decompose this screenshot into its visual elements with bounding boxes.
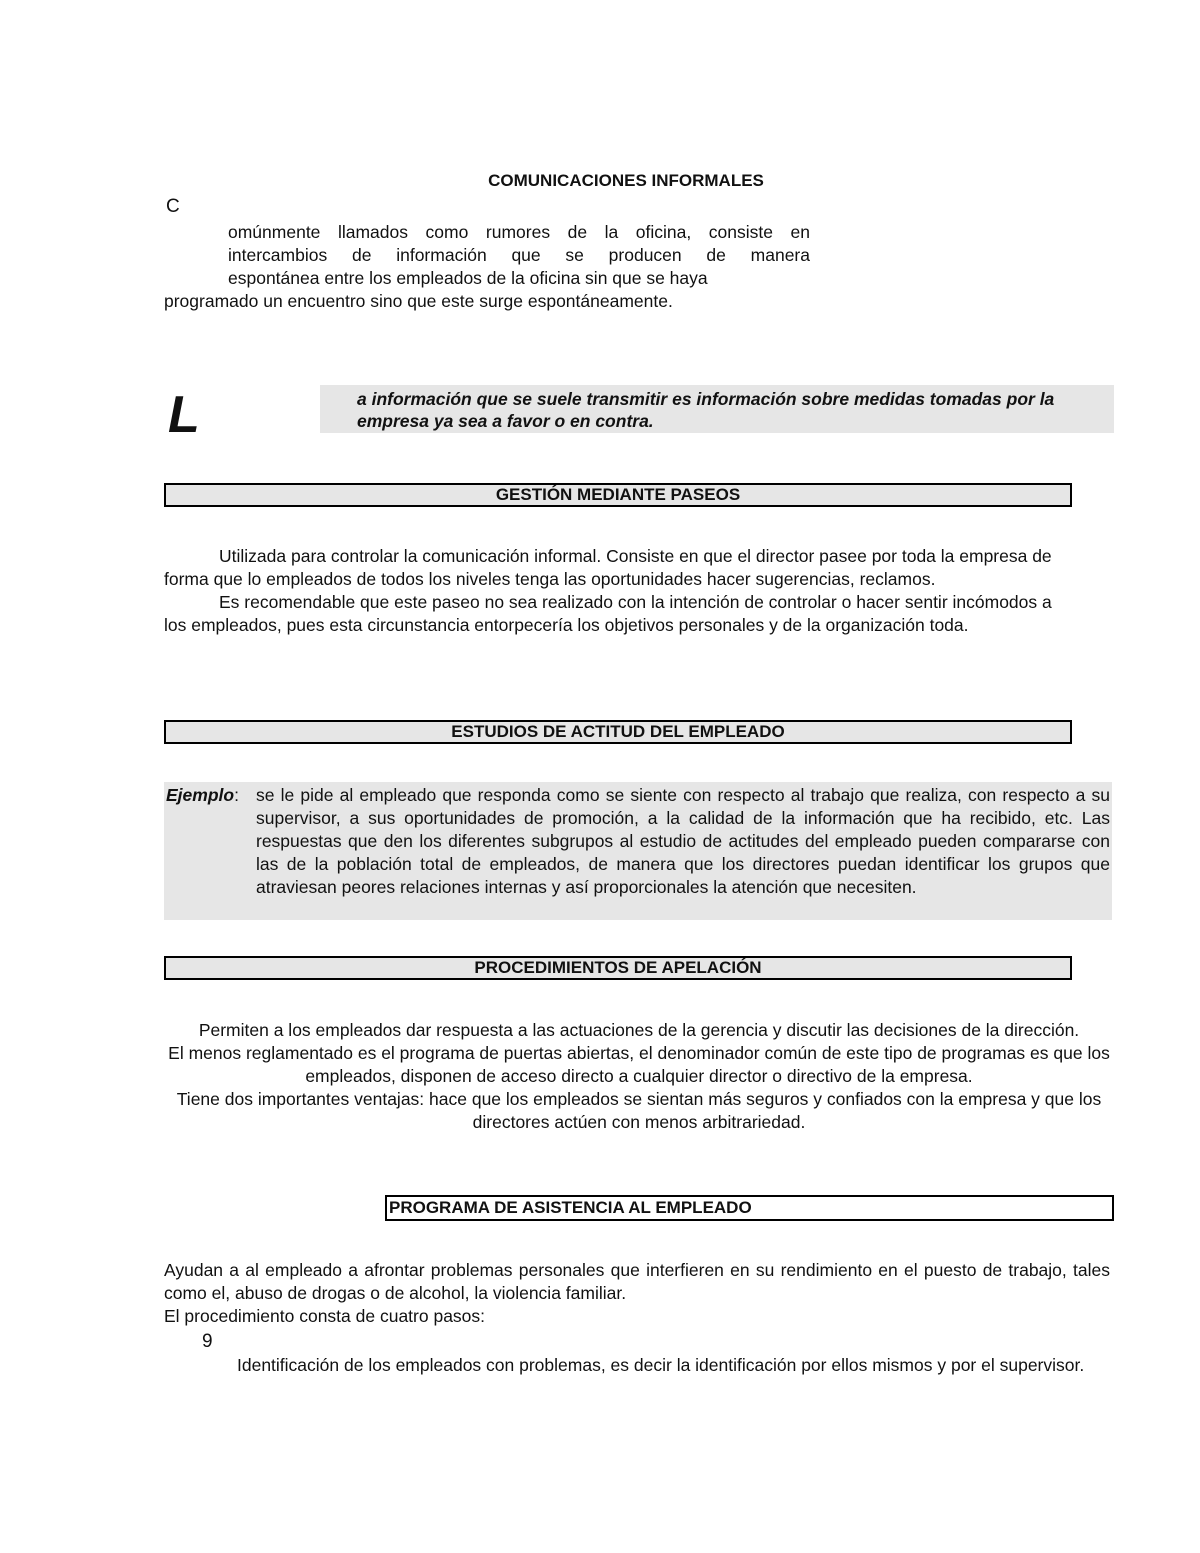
callout-drop-letter: L — [168, 386, 200, 444]
apelacion-paragraph: El menos reglamentado es el programa de puertas abiertas, el denominador común de este tipo de programas es que los empleados, disponen de acceso directo a cualquier director o directivo de la empresa. — [168, 1043, 1110, 1086]
step-item: Identificación de los empleados con problemas, es decir la identificación por ellos mismos y por el supervisor. — [237, 1355, 1085, 1375]
section-header-asistencia: PROGRAMA DE ASISTENCIA AL EMPLEADO — [385, 1195, 1114, 1221]
example-label: Ejemplo — [166, 785, 235, 805]
gestion-paragraph: Es recomendable que este paseo no sea realizado con la intención de controlar o hacer sentir incómodos a los empleados, pues esta circunstancia entorpecería los objetivos personales y de la organización toda. — [164, 592, 1052, 635]
section-header-estudios: ESTUDIOS DE ACTITUD DEL EMPLEADO — [164, 720, 1072, 744]
example-text: se le pide al empleado que responda como se siente con respecto al trabajo que realiza, con respecto a su supervisor, a sus oportunidades de promoción, a la calidad de la información que ha recibido, etc. Las respuestas que den los diferentes subgrupos al estudio de actitudes del empleado pueden compararse con las de la población total de empleados, de manera que los directores puedan identificar los grupos que atraviesan peores relaciones internas y así proporcionales la atención que necesiten. — [256, 785, 1110, 897]
apelacion-paragraph: Permiten a los empleados dar respuesta a las actuaciones de la gerencia y discutir las decisiones de la dirección. — [198, 1020, 1080, 1040]
section-title-comunicaciones: COMUNICACIONES INFORMALES — [488, 171, 764, 190]
asistencia-body — [164, 1259, 1110, 1328]
intro-line: programado un encuentro sino que este surge espontáneamente. — [164, 291, 673, 311]
example-colon: : — [234, 785, 239, 805]
gestion-paragraph: Utilizada para controlar la comunicación informal. Consiste en que el director pasee por toda la empresa de forma que lo empleados de todos los niveles tenga las oportunidades hacer sugerencias, reclamos. — [164, 546, 1052, 589]
intro-line: intercambios de información que se producen de manera — [228, 245, 810, 265]
bullet-marker: 9 — [202, 1331, 213, 1352]
section-header-gestion: GESTIÓN MEDIANTE PASEOS — [164, 483, 1072, 507]
asistencia-paragraph: El procedimiento consta de cuatro pasos: — [164, 1306, 486, 1326]
section-header-apelacion: PROCEDIMIENTOS DE APELACIÓN — [164, 956, 1072, 980]
intro-line: espontánea entre los empleados de la oficina sin que se haya — [228, 268, 708, 288]
apelacion-body — [164, 1019, 1114, 1134]
callout-box — [320, 385, 1114, 433]
example-box — [164, 782, 1112, 920]
asistencia-paragraph: Ayudan a al empleado a afrontar problemas personales que interfieren en su rendimiento en el puesto de trabajo, tales como el, abuso de drogas o de alcohol, la violencia familiar. — [164, 1260, 1110, 1303]
apelacion-paragraph: Tiene dos importantes ventajas: hace que los empleados se sientan más seguros y confiados con la empresa y que los directores actúen con menos arbitrariedad. — [176, 1089, 1102, 1132]
example-label-wrap — [166, 784, 239, 807]
callout-text: a información que se suele transmitir es información sobre medidas tomadas por la empresa ya sea a favor o en contra. — [357, 389, 1055, 431]
gestion-body — [164, 545, 1064, 637]
intro-line: omúnmente llamados como rumores de la oficina, consiste en — [228, 222, 810, 242]
intro-paragraph — [164, 221, 810, 313]
drop-letter: C — [166, 196, 180, 217]
